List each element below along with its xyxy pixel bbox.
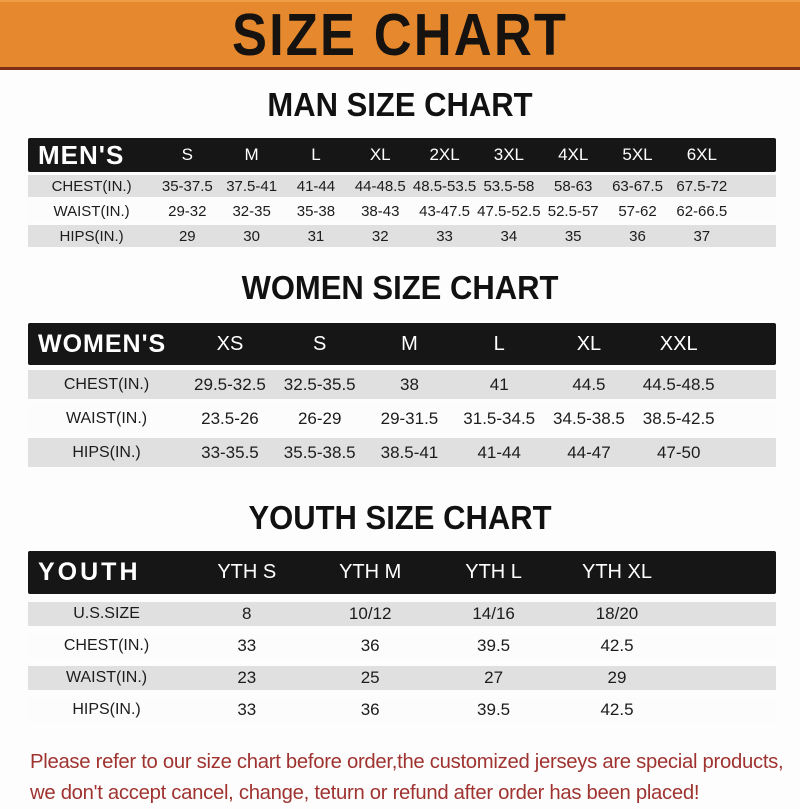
column-header: XL [576,332,602,355]
women-size-table [28,323,776,467]
table-header-row [28,138,776,172]
table-cell: 42.5 [600,636,634,655]
table-row [28,175,776,197]
table-cell: 32.5-35.5 [283,374,356,394]
column-header: M [244,145,259,164]
table-cell: 58-63 [554,177,593,195]
table-cell: 57-62 [618,202,657,220]
column-header: XL [369,145,391,164]
table-cell: 33 [237,700,257,719]
table-cell: 29 [178,227,196,245]
table-cell: 26-29 [297,408,342,428]
table-cell: 29.5-32.5 [194,374,266,394]
column-header: S [181,145,193,164]
table-cell: 44.5-48.5 [642,374,715,394]
women-section [0,270,800,467]
row-label: HIPS(IN.) [72,443,141,461]
table-cell: 39.5 [477,700,511,719]
table-header-label: YOUTH [38,558,141,586]
table-cell: 25 [360,668,380,687]
table-cell: 33 [237,636,257,655]
column-header: S [313,332,327,355]
table-cell: 33-35.5 [201,442,259,462]
column-header: XS [216,332,244,355]
table-cell: 31.5-34.5 [463,408,536,428]
table-row [28,634,776,658]
table-header-label: WOMEN'S [38,329,167,358]
table-cell: 36 [360,700,380,719]
table-cell: 38.5-42.5 [642,408,715,428]
men-size-table [28,138,776,247]
youth-size-table [28,551,776,722]
column-header: YTH M [339,561,402,583]
table-cell: 42.5 [600,700,634,719]
column-header: YTH L [465,561,522,583]
table-cell: 37.5-41 [226,177,278,195]
column-header: L [493,332,505,355]
row-label: CHEST(IN.) [63,375,150,393]
table-row [28,225,776,247]
table-cell: 29-31.5 [380,408,439,428]
table-row [28,666,776,690]
table-cell: 53.5-58 [483,177,535,195]
table-cell: 35.5-38.5 [283,442,356,462]
youth-section-title: YOUTH SIZE CHART [248,498,552,537]
table-cell: 47-50 [656,442,701,462]
table-cell: 30 [243,227,260,245]
table-cell: 36 [629,227,646,245]
table-cell: 41 [489,374,509,394]
men-section-title: MAN SIZE CHART [267,85,533,124]
table-cell: 43-47.5 [419,202,470,220]
table-cell: 35 [564,227,582,245]
table-cell: 38 [399,374,419,394]
table-cell: 23.5-26 [201,408,259,428]
row-label: CHEST(IN.) [63,637,150,654]
table-cell: 34 [500,227,518,245]
table-cell: 34.5-38.5 [553,408,625,428]
table-row [28,438,776,467]
column-header: L [311,145,321,164]
table-cell: 29 [607,668,627,687]
table-row [28,602,776,626]
disclaimer-line-2: we don't accept cancel, change, teturn or refund after order has been placed! [30,780,700,804]
row-label: U.S.SIZE [73,605,140,622]
table-cell: 52.5-57 [547,202,599,220]
table-cell: 38-43 [361,202,400,220]
table-cell: 32 [371,227,389,245]
table-cell: 44.5 [572,374,606,394]
table-cell: 36 [360,636,380,655]
table-cell: 63-67.5 [612,177,663,195]
table-cell: 62-66.5 [676,202,728,220]
table-cell: 38.5-41 [380,442,439,462]
table-cell: 67.5-72 [676,177,728,195]
disclaimer-line-1: Please refer to our size chart before order,the customized jerseys are special products, [30,750,784,773]
table-cell: 31 [307,227,325,245]
table-header-row [28,551,776,594]
table-cell: 32-35 [232,202,271,220]
column-header: M [401,332,418,355]
banner-title: SIZE CHART [232,1,568,68]
table-cell: 29-32 [168,202,207,220]
table-row [28,698,776,722]
table-cell: 8 [242,604,252,623]
table-row [28,370,776,399]
youth-section [0,500,800,722]
column-header: YTH S [217,561,277,583]
table-cell: 35-37.5 [161,177,213,195]
table-cell: 41-44 [477,442,521,462]
table-cell: 37 [693,227,711,245]
column-header: XXL [659,332,698,355]
table-cell: 48.5-53.5 [412,177,477,195]
table-cell: 23 [237,668,257,687]
table-cell: 44-47 [567,442,611,462]
row-label: HIPS(IN.) [72,701,141,718]
size-chart-banner [0,0,800,70]
table-cell: 47.5-52.5 [477,202,541,220]
column-header: 5XL [622,145,653,164]
table-cell: 33 [436,227,453,245]
table-cell: 44-48.5 [354,177,406,195]
column-header: 4XL [558,145,589,164]
row-label: WAIST(IN.) [65,669,148,686]
women-section-title: WOMEN SIZE CHART [241,268,559,307]
row-label: CHEST(IN.) [51,177,132,195]
column-header: 2XL [429,145,460,164]
column-header: 3XL [493,145,524,164]
table-cell: 14/16 [472,604,515,623]
table-cell: 39.5 [477,636,511,655]
table-cell: 18/20 [595,604,639,623]
row-label: WAIST(IN.) [53,202,130,220]
men-section [0,87,800,247]
table-cell: 10/12 [348,604,392,623]
table-cell: 41-44 [296,177,336,195]
table-cell: 35-38 [296,202,336,220]
row-label: HIPS(IN.) [59,227,124,245]
table-header-row [28,323,776,365]
column-header: YTH XL [581,561,653,583]
table-cell: 27 [484,668,504,687]
column-header: 6XL [686,145,717,164]
row-label: WAIST(IN.) [65,409,148,427]
table-row [28,200,776,222]
disclaimer-text [30,747,792,809]
table-row [28,404,776,433]
table-header-label: MEN'S [38,139,125,170]
